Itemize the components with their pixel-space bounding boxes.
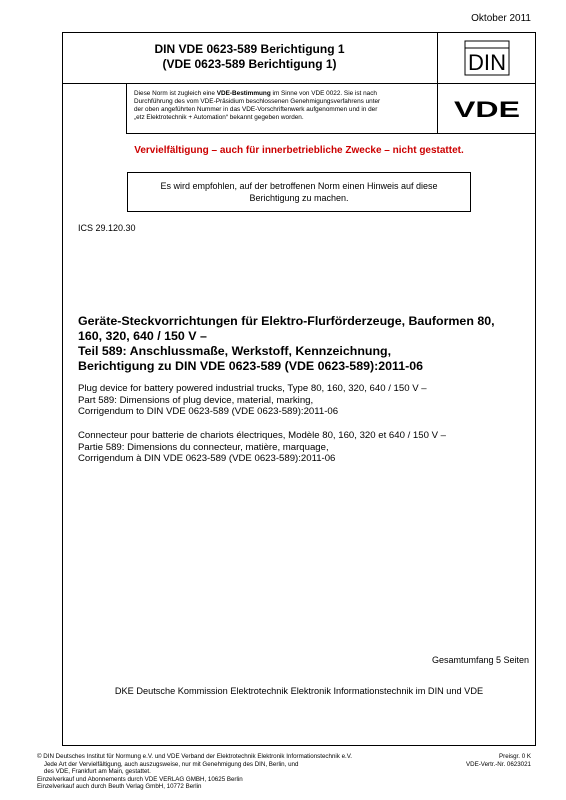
french-title-line: Partie 589: Dimensions du connecteur, matière, marquage, <box>78 441 329 453</box>
french-title <box>78 430 528 465</box>
footer-line: Jede Art der Vervielfältigung, auch auszugsweise, nur mit Genehmigung des DIN, Berlin, und <box>37 760 299 768</box>
corrigendum-hint <box>127 172 471 212</box>
note-line-3: der oben angeführten Nummer in das VDE-Vorschriftenwerk aufgenommen und in der <box>134 106 378 113</box>
footer-line: © DIN Deutsches Institut für Normung e.V. und VDE Verband der Elektrotechnik Elektronik Informationstechnik e.V. <box>37 753 353 760</box>
german-title-line: Teil 589: Anschlussmaße, Werkstoff, Kennzeichnung, <box>78 344 392 358</box>
german-title-line: Geräte-Steckvorrichtungen für Elektro-Flurförderzeuge, Bauformen 80, <box>78 314 495 328</box>
german-title-line: Berichtigung zu DIN VDE 0623-589 (VDE 0623-589):2011-06 <box>78 359 424 373</box>
total-pages: Gesamtumfang 5 Seiten <box>431 655 529 665</box>
english-title <box>78 383 528 418</box>
french-title-line: Corrigendum à DIN VDE 0623-589 (VDE 0623-589):2011-06 <box>78 453 336 464</box>
copy-warning: Vervielfältigung – auch für innerbetriebliche Zwecke – nicht gestattet. <box>134 145 464 156</box>
note-line-1: im Sinne von VDE 0022. Sie ist nach <box>270 90 377 97</box>
note-line-2: Durchführung des vom VDE-Präsidium beschlossenen Genehmigungsverfahrens unter <box>134 98 381 105</box>
german-title-line: 160, 320, 640 / 150 V – <box>78 329 207 343</box>
document-title <box>62 32 438 84</box>
footer-line: Einzelverkauf auch durch Beuth Verlag GmbH, 10772 Berlin <box>37 783 202 791</box>
vde-logo-text: VDE <box>454 96 520 121</box>
din-logo-cell <box>438 32 536 84</box>
footer-line: Einzelverkauf und Abonnements durch VDE VERLAG GMBH, 10625 Berlin <box>37 775 243 783</box>
copyright-footer <box>37 753 457 791</box>
vde-logo-cell <box>438 84 536 134</box>
note-prefix: Diese Norm ist zugleich eine <box>134 90 217 97</box>
footer-line: des VDE, Frankfurt am Main, gestattet. <box>37 768 151 776</box>
dke-line: DKE Deutsche Kommission Elektrotechnik Elektronik Informationstechnik im DIN und VDE <box>114 686 484 696</box>
publication-date: Oktober 2011 <box>471 13 531 24</box>
english-title-line: Part 589: Dimensions of plug device, material, marking, <box>78 394 314 406</box>
din-logo-text: DIN <box>468 49 506 75</box>
english-title-line: Plug device for battery powered industrial trucks, Type 80, 160, 320, 640 / 150 V – <box>78 383 427 394</box>
din-logo-icon <box>464 40 510 76</box>
title-line-2: (VDE 0623-589 Berichtigung 1) <box>162 57 337 71</box>
price-info <box>466 753 531 768</box>
german-title <box>78 314 528 374</box>
hint-line-1: Es wird empfohlen, auf der betroffenen Norm einen Hinweis auf diese <box>160 181 438 191</box>
english-title-line: Corrigendum to DIN VDE 0623-589 (VDE 0623-589):2011-06 <box>78 406 339 417</box>
title-line-1: DIN VDE 0623-589 Berichtigung 1 <box>154 42 345 56</box>
vde-note <box>126 84 438 134</box>
hint-line-2: Berichtigung zu machen. <box>249 193 349 203</box>
vde-logo-icon <box>450 97 524 121</box>
ics-code: ICS 29.120.30 <box>78 223 136 233</box>
price-group: Preisgr. 0 K <box>499 753 531 760</box>
french-title-line: Connecteur pour batterie de chariots électriques, Modèle 80, 160, 320 et 640 / 150 V – <box>78 430 447 441</box>
order-number: VDE-Vertr.-Nr. 0623021 <box>466 760 531 768</box>
note-line-4: „etz Elektrotechnik + Automation“ bekannt gegeben worden. <box>134 114 304 121</box>
note-emphasis: VDE-Bestimmung <box>216 90 271 97</box>
